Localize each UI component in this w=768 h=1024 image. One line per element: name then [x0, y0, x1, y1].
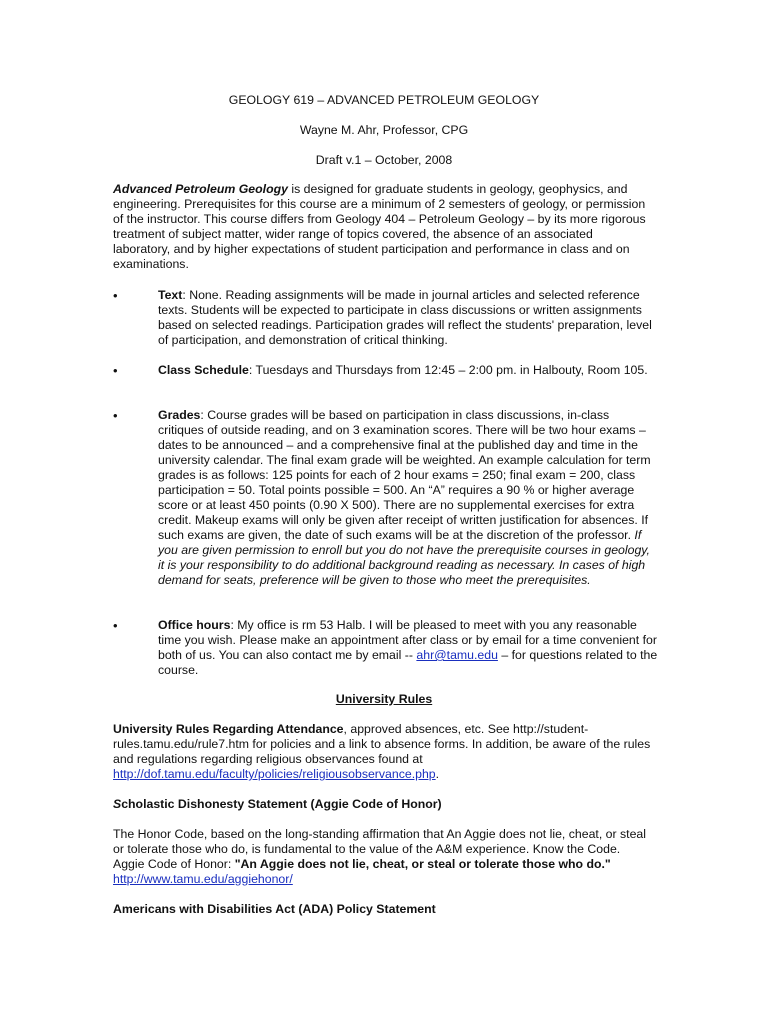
university-rules-heading [0, 692, 768, 707]
attendance-end: . [435, 767, 440, 781]
attendance-body: , approved absences, etc. See http://student-rules.tamu.edu/rule7.htm for policies and a link to absence forms. In addition, be aware of the rules and regulations regarding religious observances found at [113, 722, 651, 766]
dishonesty-heading [113, 797, 653, 812]
attendance-label: University Rules Regarding Attendance [113, 722, 344, 736]
bullet-icon: • [113, 288, 118, 303]
course-title: GEOLOGY 619 – ADVANCED PETROLEUM GEOLOGY [228, 93, 540, 107]
bullet-icon: • [113, 408, 118, 423]
ada-heading [113, 902, 653, 917]
bullet-body: : Course grades will be based on participation in class discussions, in-class critiques of outside reading, and on 3 examination scores. There will be two hour exams – dates to be announced – and a comprehensive final at the published day and time in the university calendar. The final exam grade will be weighted. An example calculation for term grades is as follows: 125 points for each of 2 hour exams = 250; final exam = 200, class participation = 50. Total points possible = 500. An “A” requires a 90 % or higher average score or at least 450 points (0.90 X 500). There are no supplemental exercises for extra credit. Makeup exams will only be given after receipt of written justification for absences. If such exams are given, the date of such exams will be at the discretion of the professor. [158, 408, 651, 542]
aggie-honor-link[interactable]: http://www.tamu.edu/aggiehonor/ [113, 872, 293, 886]
email-link[interactable]: ahr@tamu.edu [416, 648, 498, 662]
draft-line: Draft v.1 – October, 2008 [315, 153, 453, 167]
bullet-schedule-item [158, 363, 658, 378]
bullet-body: : My office is rm 53 Halb. I will be pleased to meet with you any reasonable time you wish. Please make an appointment after class or by email for a time convenient for both of us. You can also contact me by email -- [158, 618, 657, 662]
bullet-office-item [158, 618, 658, 678]
prerequisite-note: If you are given permission to enroll but you do not have the prerequisite courses in geology, it is your responsibility to do additional background reading as necessary. In cases of high demand for seats, preference will be given to those who meet the prerequisites. [158, 528, 650, 587]
bullet-text-item [158, 288, 658, 348]
bullet-grades-item [158, 408, 658, 588]
intro-paragraph [113, 182, 653, 272]
dishonesty-heading-text: cholastic Dishonesty Statement (Aggie Code of Honor) [121, 797, 442, 811]
honor-code-body: The Honor Code, based on the long-standing affirmation that An Aggie does not lie, cheat, or steal or tolerate those who do, is fundamental to the value of the A&M experience. Know the Code. Aggie Code of Honor: [113, 827, 646, 871]
author-line: Wayne M. Ahr, Professor, CPG [299, 123, 469, 137]
bullet-label: Office hours [158, 618, 231, 632]
bullet-body: : Tuesdays and Thursdays from 12:45 – 2:00 pm. in Halbouty, Room 105. [248, 363, 648, 377]
bullet-body-after: – for questions related to the course. [158, 648, 658, 677]
bullet-icon: • [113, 363, 118, 378]
university-rules-heading-text: University Rules [335, 692, 433, 706]
bullet-label: Grades [158, 408, 201, 422]
bullet-label: Class Schedule [158, 363, 249, 377]
intro-text: is designed for graduate students in geology, geophysics, and engineering. Prerequisites for this course are a minimum of 2 semesters of geology, or permission of the instructor. This course differs from Geology 404 – Petroleum Geology – by its more rigorous treatment of subject matter, wider range of topics covered, the absence of an associated laboratory, and by higher expectations of student participation and performance in class and on examinations. [113, 182, 646, 271]
bullet-label: Text [158, 288, 183, 302]
bullet-body: : None. Reading assignments will be made in journal articles and selected reference texts. Students will be expected to participate in class discussions or written assignments based on selected readings. Participation grades will reflect the students' preparation, level of participation, and demonstration of critical thinking. [158, 288, 652, 347]
honor-code-quote: "An Aggie does not lie, cheat, or steal or tolerate those who do." [234, 857, 611, 871]
attendance-paragraph [113, 722, 653, 782]
course-name: Advanced Petroleum Geology [113, 182, 288, 196]
dishonesty-heading-initial: S [113, 797, 122, 811]
bullet-icon: • [113, 618, 118, 633]
religious-observance-link[interactable]: http://dof.tamu.edu/faculty/policies/religiousobservance.php [113, 767, 436, 781]
ada-heading-text: Americans with Disabilities Act (ADA) Policy Statement [113, 902, 436, 916]
honor-code-paragraph [113, 827, 653, 887]
